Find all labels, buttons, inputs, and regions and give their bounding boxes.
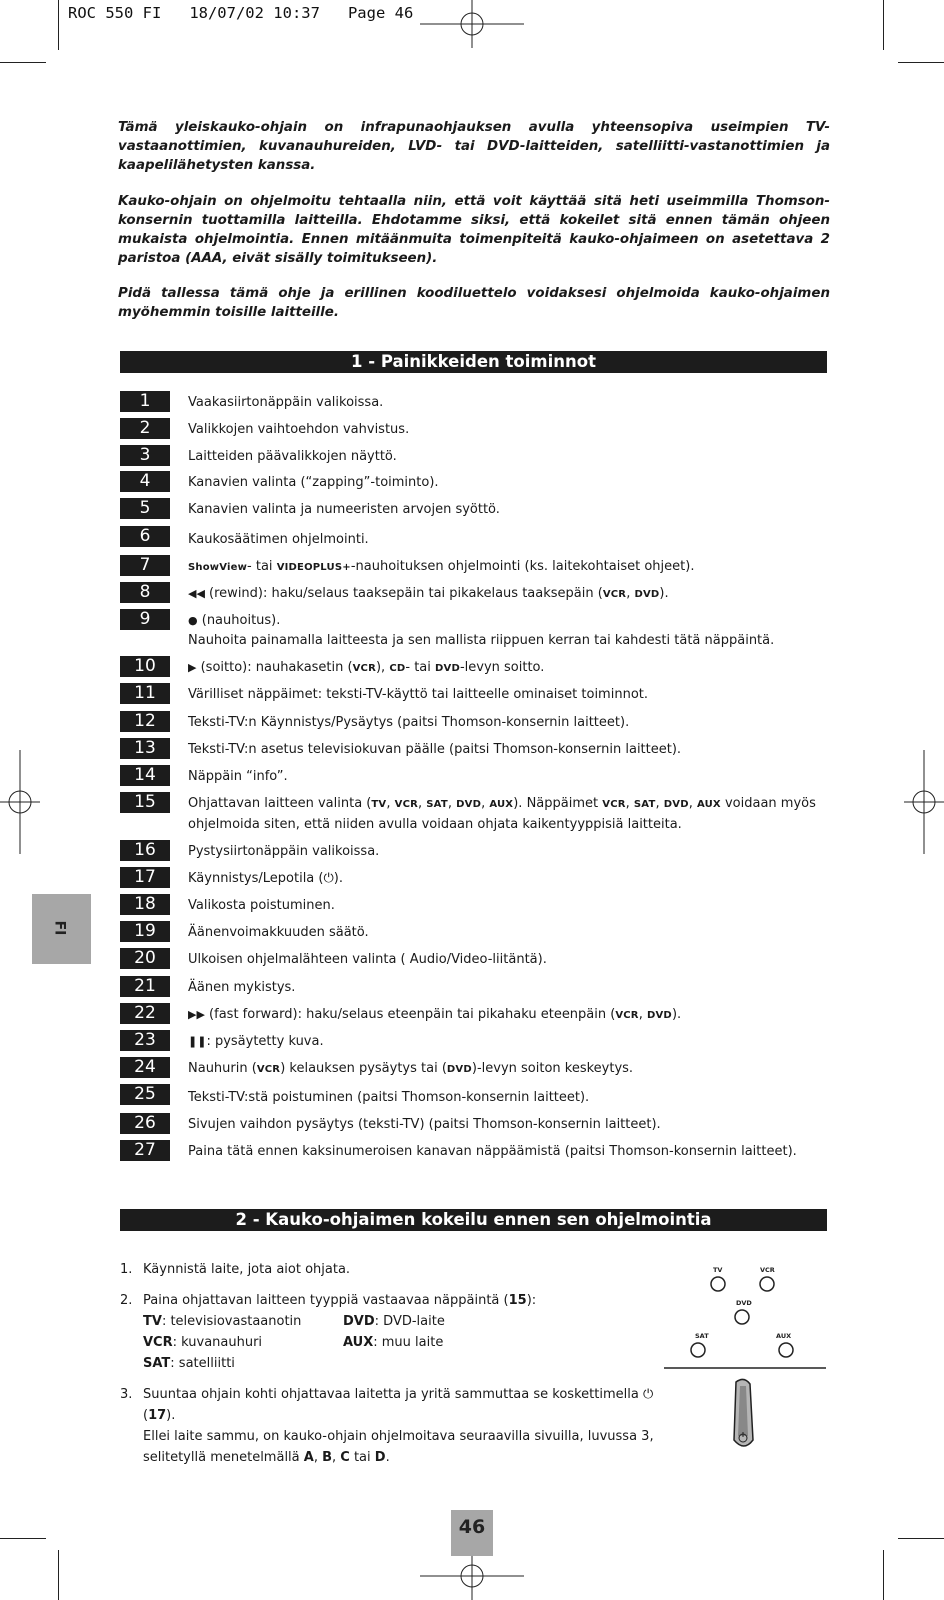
device-desc: : DVD-laite — [374, 1314, 445, 1329]
text: ( — [143, 1408, 149, 1423]
text: - tai — [405, 660, 436, 675]
item-description: Kaukosäätimen ohjelmointi. — [188, 532, 369, 547]
dvd-label: DVD — [446, 1064, 472, 1075]
item-description: Äänen mykistys. — [188, 980, 296, 995]
fast-forward-icon: ▶▶ — [188, 1008, 205, 1021]
item-description: Ulkoisen ohjelmalähteen valinta ( Audio/Video-liitäntä). — [188, 952, 547, 967]
method-ref: C — [340, 1450, 350, 1465]
text: : pysäytetty kuva. — [206, 1034, 324, 1049]
tv-label: TV — [371, 799, 387, 810]
device-entry — [343, 1332, 443, 1353]
text: ). — [671, 1007, 682, 1022]
device-entry — [143, 1332, 262, 1353]
videoplus-label: VIDEOPLUS+ — [276, 562, 351, 573]
text: . — [385, 1450, 390, 1465]
section-heading: 1 - Painikkeiden toiminnot — [120, 351, 827, 373]
item-description — [188, 869, 828, 889]
crop-mark — [58, 0, 59, 50]
step-text — [143, 1384, 663, 1468]
remote-illustration — [660, 1262, 830, 1452]
item-number: 20 — [120, 948, 170, 969]
rewind-icon: ◀◀ — [188, 587, 205, 600]
item-number: 27 — [120, 1140, 170, 1161]
vcr-label: VCR — [256, 1064, 281, 1075]
intro-paragraph: Tämä yleiskauko-ohjain on infrapunaohjauksen avulla yhteensopiva useimpien TV-vastaanottimien, kuvanauhureiden, LVD- tai DVD-laitteiden, satelliitti-vastanottimien ja kaapelilähetysten kanssa. — [118, 120, 830, 173]
crop-mark — [883, 1550, 884, 1600]
text: , — [313, 1450, 323, 1465]
item-description — [188, 1005, 828, 1026]
print-slug: ROC 550 FI 18/07/02 10:37 Page 46 — [68, 4, 414, 22]
text: Ellei laite sammu, on kauko-ohjain ohjelmoitava seuraavilla sivuilla, luvussa 3, — [143, 1429, 654, 1444]
device-entry — [343, 1311, 445, 1332]
item-description: Näppäin “info”. — [188, 769, 288, 784]
item-description — [188, 658, 828, 679]
item-number: 26 — [120, 1113, 170, 1134]
item-number: 12 — [120, 711, 170, 732]
item-number: 4 — [120, 471, 170, 492]
vcr-key-label: VCR — [760, 1266, 775, 1274]
item-description: Paina tätä ennen kaksinumeroisen kanavan näppäämistä (paitsi Thomson-konsernin laitteet). — [188, 1144, 797, 1159]
text: -levyn soitto. — [459, 660, 545, 675]
device-desc: : kuvanauhuri — [172, 1335, 263, 1350]
record-icon: ● — [188, 614, 198, 627]
step-text — [143, 1290, 663, 1374]
registration-mark-icon — [420, 1552, 524, 1600]
item-number: 1 — [120, 391, 170, 412]
item-number: 2 — [120, 418, 170, 439]
registration-mark-icon — [420, 0, 524, 48]
text: (rewind): haku/selaus taaksepäin tai pikakelaus taaksepäin ( — [204, 586, 603, 601]
play-icon: ▶ — [188, 661, 197, 674]
item-number: 6 — [120, 526, 170, 547]
text: (nauhoitus). — [197, 613, 281, 628]
text: Ohjattavan laitteen valinta ( — [188, 796, 372, 811]
item-number: 11 — [120, 683, 170, 704]
text: (fast forward): haku/selaus eteenpäin tai pikahaku eteenpäin ( — [204, 1007, 616, 1022]
text: ). — [333, 871, 343, 886]
item-description: Äänenvoimakkuuden säätö. — [188, 925, 369, 940]
text: Paina ohjattavan laitteen tyyppiä vastaavaa näppäintä ( — [143, 1293, 509, 1308]
crop-mark — [898, 62, 944, 63]
sat-label: SAT — [426, 799, 448, 810]
item-description — [188, 1059, 828, 1080]
vcr-label: VCR — [394, 799, 419, 810]
text: ohjelmoida siten, että niiden avulla voidaan ohjata kaikentyyppisiä laitteita. — [188, 817, 682, 832]
text: ). — [659, 586, 669, 601]
text: -nauhoituksen ohjelmointi (ks. laitekohtaiset ohjeet). — [350, 559, 695, 574]
device-key: SAT — [143, 1356, 171, 1371]
dvd-label: DVD — [634, 589, 660, 600]
item-number: 9 — [120, 609, 170, 630]
item-number: 22 — [120, 1003, 170, 1024]
item-number: 17 — [120, 867, 170, 888]
device-desc: : satelliitti — [170, 1356, 235, 1371]
vcr-label: VCR — [602, 799, 626, 810]
item-description — [188, 584, 828, 605]
device-key: VCR — [143, 1335, 173, 1350]
step-text: Käynnistä laite, jota aiot ohjata. — [143, 1262, 351, 1277]
pause-icon: ❚❚ — [188, 1035, 207, 1048]
item-number: 21 — [120, 976, 170, 997]
text: Käynnistys/Lepotila ( — [188, 871, 324, 886]
showview-label: ShowView — [188, 562, 248, 573]
aux-label: AUX — [696, 799, 721, 810]
dvd-label: DVD — [646, 1010, 672, 1021]
text: )-levyn soiton keskeytys. — [471, 1061, 634, 1076]
dvd-label: DVD — [435, 663, 460, 674]
text: ), — [375, 660, 390, 675]
vcr-label: VCR — [602, 589, 627, 600]
text: (soitto): nauhakasetin ( — [196, 660, 353, 675]
item-number: 23 — [120, 1030, 170, 1051]
item-number: 14 — [120, 765, 170, 786]
power-icon: ⏻ — [642, 1387, 654, 1402]
item-number: 10 — [120, 656, 170, 677]
item-number: 3 — [120, 445, 170, 466]
cd-label: CD — [389, 663, 406, 674]
item-description: Valikkojen vaihtoehdon vahvistus. — [188, 422, 410, 437]
item-description: Teksti-TV:n Käynnistys/Pysäytys (paitsi Thomson-konsernin laitteet). — [188, 715, 630, 730]
item-number: 25 — [120, 1084, 170, 1105]
power-icon: ⏻ — [323, 871, 334, 886]
item-number: 18 — [120, 894, 170, 915]
text: - tai — [247, 559, 277, 574]
item-description: Teksti-TV:stä poistuminen (paitsi Thomson-konsernin laitteet). — [188, 1090, 590, 1105]
remote-buttons-icon — [660, 1262, 830, 1452]
item-number: 24 — [120, 1057, 170, 1078]
method-ref: A — [303, 1450, 314, 1465]
item-number: 15 — [120, 792, 170, 813]
page-number: 46 — [451, 1510, 493, 1556]
step-number: 1. — [120, 1262, 133, 1277]
item-description: Vaakasiirtonäppäin valikoissa. — [188, 395, 384, 410]
dvd-label: DVD — [456, 799, 482, 810]
aux-label: AUX — [489, 799, 514, 810]
intro-paragraph: Kauko-ohjain on ohjelmoitu tehtaalla niin, että voit käyttää sitä heti useimmilla Thomson-konsernin tuottamilla laitteilla. Ehdotamme siksi, että kokeilet sitä ennen tämän ohjeen mukaista ohjelmointia. Ennen mitäänmuita toimenpiteitä kauko-ohjaimeen on asetettava 2 paristoa (AAA, eivät sisälly toimitukseen). — [118, 194, 830, 266]
tv-key-label: TV — [713, 1266, 723, 1274]
text: , — [332, 1450, 341, 1465]
text: Nauhoita painamalla laitteesta ja sen mallista riippuen kerran tai kahdesti tätä näppäintä. — [188, 633, 775, 648]
sat-label: SAT — [633, 799, 656, 810]
text: ). Näppäimet — [513, 796, 603, 811]
crop-mark — [898, 1538, 944, 1539]
registration-mark-icon — [904, 750, 944, 854]
device-desc: : televisiovastaanotin — [161, 1314, 302, 1329]
crop-mark — [0, 62, 46, 63]
vcr-label: VCR — [352, 663, 376, 674]
item-description: Kanavien valinta (“zapping”-toiminto). — [188, 475, 439, 490]
method-ref: D — [374, 1450, 386, 1465]
item-description: Teksti-TV:n asetus televisiokuvan päälle (paitsi Thomson-konsernin laitteet). — [188, 742, 682, 757]
device-desc: : muu laite — [373, 1335, 444, 1350]
item-number: 19 — [120, 921, 170, 942]
step-item — [120, 1290, 660, 1374]
item-description: Värilliset näppäimet: teksti-TV-käyttö tai laitteelle ominaiset toiminnot. — [188, 687, 648, 702]
device-entry — [143, 1311, 301, 1332]
key-ref: 15 — [508, 1293, 527, 1308]
item-description: Laitteiden päävalikkojen näyttö. — [188, 449, 397, 464]
dvd-key-label: DVD — [736, 1299, 752, 1307]
crop-mark — [883, 0, 884, 50]
item-number: 5 — [120, 498, 170, 519]
dvd-label: DVD — [663, 799, 689, 810]
step-number: 3. — [120, 1387, 133, 1402]
text: ). — [166, 1408, 176, 1423]
item-description — [188, 611, 828, 651]
text: Suuntaa ohjain kohti ohjattavaa laitetta ja yritä sammuttaa se koskettimella — [143, 1387, 643, 1402]
method-ref: B — [322, 1450, 333, 1465]
item-description — [188, 557, 828, 578]
item-description: Sivujen vaihdon pysäytys (teksti-TV) (paitsi Thomson-konsernin laitteet). — [188, 1117, 661, 1132]
text: voidaan myös — [720, 796, 816, 811]
language-code: FI — [51, 920, 68, 936]
step-item — [120, 1384, 660, 1465]
device-key: DVD — [343, 1314, 375, 1329]
device-key: AUX — [343, 1335, 374, 1350]
section-heading: 2 - Kauko-ohjaimen kokeilu ennen sen ohjelmointia — [120, 1209, 827, 1231]
device-key: TV — [143, 1314, 162, 1329]
text: ): — [526, 1293, 537, 1308]
text: tai — [349, 1450, 375, 1465]
text: Nauhurin ( — [188, 1061, 257, 1076]
text: , — [626, 586, 635, 601]
item-description — [188, 1032, 828, 1052]
language-tab — [32, 894, 91, 964]
item-number: 16 — [120, 840, 170, 861]
text: selitetyllä menetelmällä — [143, 1450, 304, 1465]
item-number: 8 — [120, 582, 170, 603]
item-description: Pystysiirtonäppäin valikoissa. — [188, 844, 380, 859]
item-description: Valikosta poistuminen. — [188, 898, 335, 913]
registration-mark-icon — [0, 750, 40, 854]
text: ) kelauksen pysäytys tai ( — [280, 1061, 447, 1076]
device-entry — [143, 1353, 235, 1374]
intro-paragraph: Pidä tallessa tämä ohje ja erillinen koodiluettelo voidaksesi ohjelmoida kauko-ohjaimen myöhemmin toisille laitteille. — [118, 286, 830, 320]
crop-mark — [0, 1538, 46, 1539]
crop-mark — [58, 1550, 59, 1600]
item-description: Ohjattavan laitteen valinta (TV, VCR, SAT, DVD, AUX). Näppäimet VCR, SAT, DVD, AUX voidaan myös ohjelmoida siten, että niiden avulla voidaan ohjata kaikentyyppisiä laitteita. — [188, 796, 816, 832]
step-number: 2. — [120, 1293, 133, 1308]
item-number: 7 — [120, 555, 170, 576]
key-ref: 17 — [148, 1408, 167, 1423]
text: , — [638, 1007, 647, 1022]
aux-key-label: AUX — [776, 1332, 792, 1340]
item-number: 13 — [120, 738, 170, 759]
sat-key-label: SAT — [695, 1332, 709, 1340]
item-description: Kanavien valinta ja numeeristen arvojen syöttö. — [188, 502, 500, 517]
vcr-label: VCR — [615, 1010, 639, 1021]
